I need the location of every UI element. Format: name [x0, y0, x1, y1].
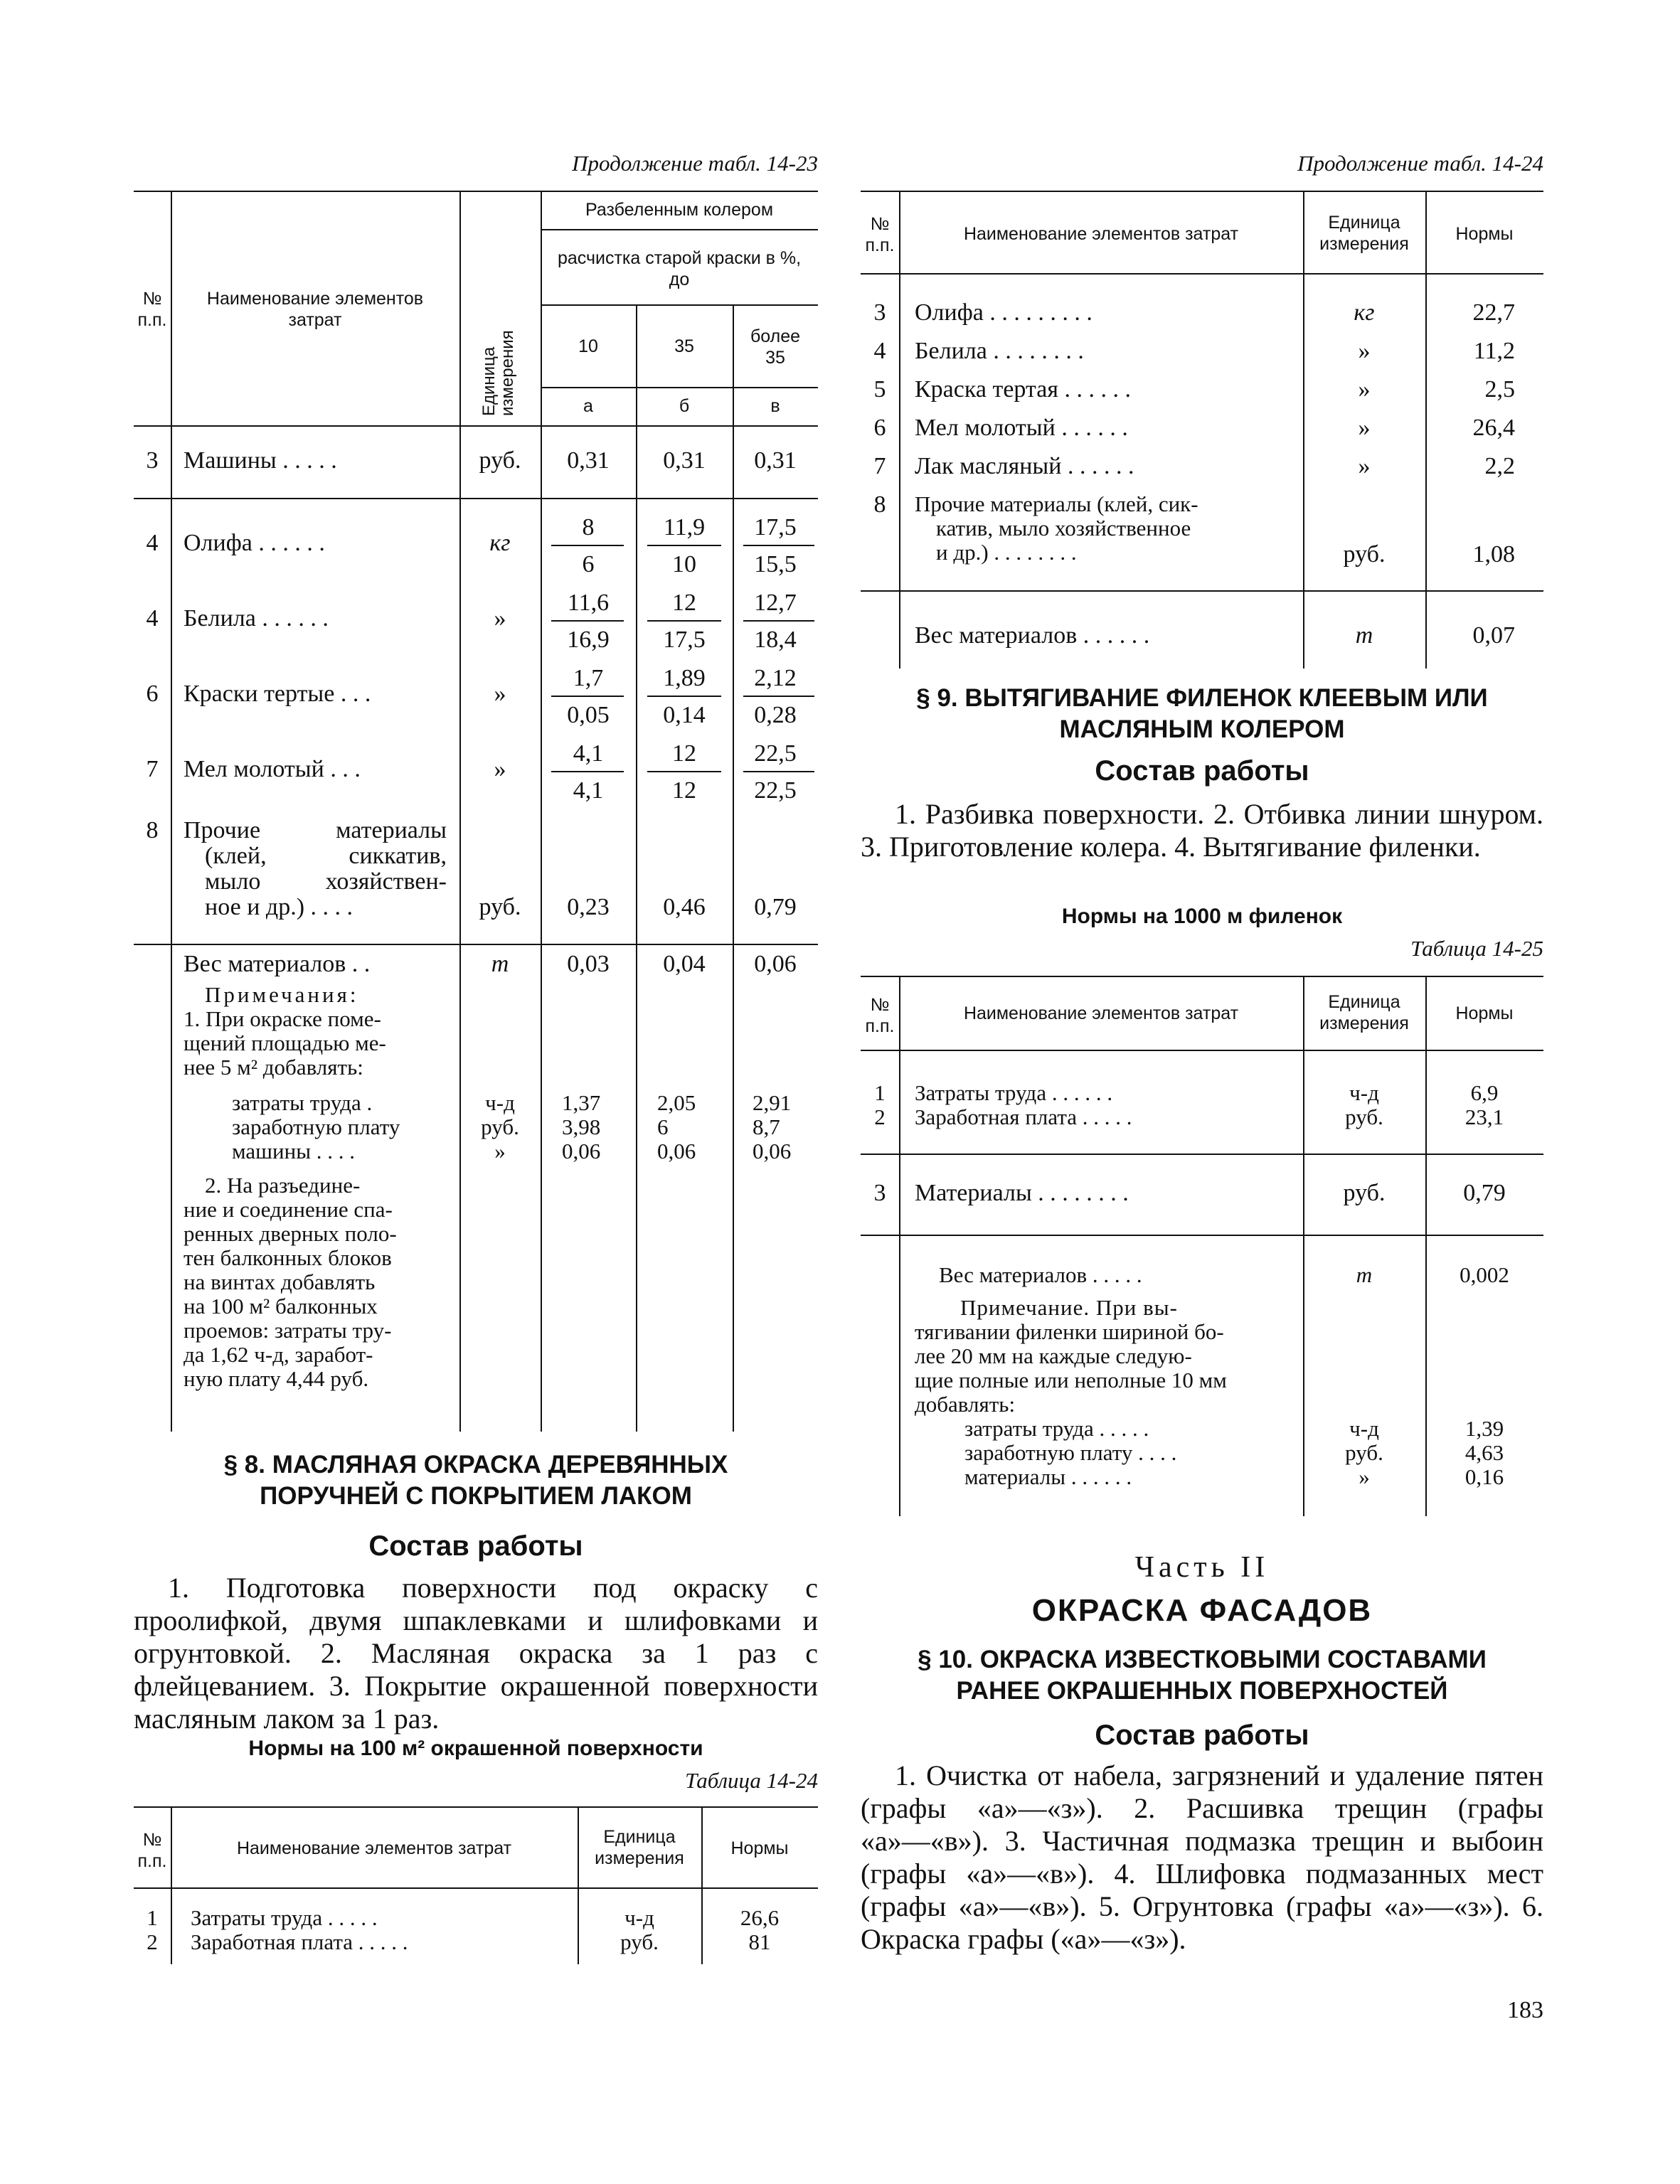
row-unit: руб. [1343, 1180, 1386, 1206]
note-line: лее 20 мм на каждые следую- [915, 1343, 1192, 1368]
fraction-line [743, 545, 814, 546]
value-cell: 8,7 [753, 1114, 780, 1139]
col-header-norm: Нормы [730, 1838, 789, 1858]
value-cell: 0,04 [663, 951, 706, 977]
note-line: тягивании филенки шириной бо- [915, 1319, 1224, 1344]
row-unit: руб. [479, 447, 521, 474]
value-cell: 11,9 [663, 514, 706, 540]
value-cell: 1,7 [573, 665, 604, 691]
weight-unit: т [1355, 622, 1373, 649]
value-cell: 3,98 [562, 1114, 601, 1139]
row-unit: » [494, 756, 506, 782]
value-cell: 8 [582, 514, 595, 540]
row-name-line: ное и др.) . . . . [205, 894, 353, 920]
note-value: 0,16 [1464, 1464, 1504, 1489]
weight-label: Вес материалов . . . . . . [915, 622, 1150, 649]
note-item: заработную плату . . . . [964, 1440, 1177, 1465]
section-10-subheading: Состав работы [1095, 1720, 1309, 1751]
row-name: Белила . . . . . . . . [915, 338, 1084, 364]
table-col-line [459, 191, 461, 1432]
note-unit: руб. [481, 1114, 519, 1139]
col-letter-a: а [583, 396, 593, 416]
note-value: 4,63 [1464, 1440, 1504, 1465]
section-8-title: § 8. МАСЛЯНАЯ ОКРАСКА ДЕРЕВЯННЫХ [223, 1451, 728, 1479]
row-name-line: (клей, сиккатив, [205, 843, 447, 869]
row-unit: ч-д [624, 1905, 654, 1930]
value-cell: 0,28 [754, 702, 797, 728]
weight-value: 0,002 [1460, 1262, 1509, 1287]
row-value: 2,5 [1484, 376, 1515, 403]
row-name: Белила . . . . . . [184, 605, 329, 632]
table-weight-rule [861, 590, 1543, 592]
section-10-title-line2: РАНЕЕ ОКРАШЕННЫХ ПОВЕРХНОСТЕЙ [956, 1677, 1448, 1705]
note-item: затраты труда . [232, 1090, 373, 1115]
value-cell: 11,6 [567, 590, 610, 616]
section-8-subheading: Состав работы [368, 1530, 583, 1562]
page-number: 183 [1507, 1997, 1543, 2023]
row-name: Затраты труда . . . . . [191, 1905, 378, 1930]
row-value: 11,2 [1473, 338, 1515, 364]
table-materials-rule [861, 1154, 1543, 1155]
row-name-line: мыло хозяйствен- [205, 868, 447, 895]
note-line: ную плату 4,44 руб. [184, 1366, 369, 1391]
row-name: Краска тертая . . . . . . [915, 376, 1131, 403]
value-cell: 12 [672, 777, 696, 804]
section-8-norms: Нормы на 100 м² окрашенной поверхности [248, 1737, 703, 1760]
note-line: нее 5 м² добавлять: [184, 1055, 363, 1080]
value-cell: 4,1 [573, 777, 604, 804]
row-unit: кг [1354, 299, 1375, 326]
row-value: 26,4 [1472, 415, 1515, 441]
row-value: 6,9 [1470, 1080, 1499, 1105]
row-name: Заработная плата . . . . . [191, 1929, 408, 1954]
value-cell: 18,4 [754, 627, 797, 653]
value-cell: 22,5 [754, 777, 797, 804]
fraction-line [647, 696, 721, 697]
section-9-title-line2: МАСЛЯНЫМ КОЛЕРОМ [1059, 715, 1345, 743]
row-name: Мел молотый . . . [184, 756, 361, 782]
note-unit: » [494, 1139, 506, 1163]
note-line: тен балконных блоков [184, 1245, 392, 1270]
row-name: Затраты труда . . . . . . [915, 1080, 1113, 1105]
col-header-unit: Единица измерения [479, 330, 517, 416]
note-line: щений площадью ме- [184, 1030, 386, 1055]
fraction-line [551, 545, 624, 546]
row-number: 6 [873, 415, 886, 441]
row-value: 2,2 [1484, 453, 1515, 479]
table-col-line [541, 191, 542, 1432]
row-value: 23,1 [1464, 1104, 1504, 1129]
value-cell: 12 [672, 740, 696, 767]
section-8-title-line2: ПОРУЧНЕЙ С ПОКРЫТИЕМ ЛАКОМ [260, 1482, 692, 1510]
value-cell: 6 [582, 551, 595, 577]
row-name: Машины . . . . . [184, 447, 337, 474]
table-group-rule [541, 229, 818, 230]
row-name: Материалы . . . . . . . . [915, 1180, 1129, 1206]
value-cell: 2,91 [753, 1090, 792, 1115]
value-cell: 15,5 [754, 551, 797, 577]
value-cell: 17,5 [663, 627, 706, 653]
fraction-line [551, 620, 624, 622]
table-machines-rule [134, 498, 818, 499]
col-header-group: Разбеленным колером [585, 200, 774, 220]
row-unit: ч-д [1349, 1080, 1379, 1105]
table-top-rule [861, 191, 1543, 192]
table-materials-rule [134, 944, 818, 945]
row-number: 1 [874, 1080, 886, 1105]
row-unit: кг [489, 530, 511, 556]
value-cell: 0,06 [562, 1139, 601, 1163]
row-unit: » [494, 605, 506, 632]
fraction-line [743, 620, 814, 622]
section-10-title: § 10. ОКРАСКА ИЗВЕСТКОВЫМИ СОСТАВАМИ [918, 1646, 1487, 1673]
value-cell: 4,1 [573, 740, 604, 767]
row-name-line: и др.) . . . . . . . . [936, 540, 1077, 565]
row-number: 3 [873, 299, 886, 326]
row-value: 26,6 [740, 1905, 780, 1930]
value-cell: 0,06 [753, 1139, 792, 1163]
row-name: Краски тертые . . . [184, 681, 371, 707]
value-cell: 0,06 [754, 951, 797, 977]
note-unit: ч-д [1349, 1416, 1379, 1441]
col-header-more-35: более 35 [750, 326, 801, 368]
row-name: Олифа . . . . . . [184, 530, 325, 556]
col-header-unit: Единица измерения [1319, 213, 1409, 254]
row-name: Лак масляный . . . . . . [915, 453, 1134, 479]
row-name: Заработная плата . . . . . [915, 1104, 1132, 1129]
table-col-line [899, 191, 900, 668]
table-header-rule [861, 1050, 1543, 1051]
value-cell: 16,9 [567, 627, 610, 653]
note-line: 2. На разъедине- [205, 1173, 361, 1198]
weight-value: 0,07 [1472, 622, 1515, 649]
row-name: Мел молотый . . . . . . [915, 415, 1128, 441]
value-cell: 0,23 [567, 894, 610, 920]
table-col-line [171, 191, 172, 1432]
table-14-25-caption: Таблица 14-25 [1410, 936, 1543, 961]
value-cell: 1,37 [562, 1090, 601, 1115]
table-col-line [171, 1806, 172, 1964]
note-line: на 100 м² балконных [184, 1294, 378, 1319]
row-unit: » [1358, 453, 1371, 479]
note-unit: руб. [1345, 1440, 1383, 1465]
note-line: Примечание. При вы- [960, 1295, 1178, 1320]
row-number: 4 [146, 605, 159, 632]
col-header-subgroup: расчистка старой краски в %, до [557, 248, 802, 289]
row-value: 1,08 [1472, 541, 1515, 568]
col-letter-c: в [770, 396, 780, 416]
col-header-number: № п.п. [865, 214, 895, 255]
row-number: 2 [874, 1104, 886, 1129]
value-cell: 0,79 [754, 894, 797, 920]
table-14-23-continuation-caption: Продолжение табл. 14-23 [572, 151, 818, 176]
col-header-unit: Единица измерения [595, 1827, 684, 1868]
row-unit: руб. [479, 894, 521, 920]
fraction-line [743, 771, 814, 772]
weight-unit: т [491, 951, 509, 977]
value-cell: 17,5 [754, 514, 797, 540]
fraction-line [551, 771, 624, 772]
value-cell: 1,89 [663, 665, 706, 691]
row-number: 7 [146, 756, 159, 782]
fraction-line [551, 696, 624, 697]
value-cell: 0,31 [754, 447, 797, 474]
value-cell: 2,05 [657, 1090, 696, 1115]
table-weight-rule [861, 1235, 1543, 1236]
row-unit: руб. [620, 1929, 659, 1954]
note-unit: ч-д [485, 1090, 515, 1115]
col-header-name: Наименование элементов затрат [236, 1838, 512, 1858]
row-number: 3 [873, 1180, 886, 1206]
section-9-body: 1. Разбивка поверхности. 2. Отбивка линии шнуром. 3. Приготовление колера. 4. Вытягивание филенки. [861, 798, 1543, 863]
row-unit: » [494, 681, 506, 707]
fraction-line [647, 545, 721, 546]
row-unit: » [1358, 338, 1371, 364]
row-number: 4 [146, 530, 159, 556]
note-line: ренных дверных поло- [184, 1221, 397, 1246]
value-cell: 12 [672, 590, 696, 616]
weight-label: Вес материалов . . [184, 951, 371, 977]
value-cell: 10 [672, 551, 696, 577]
value-cell: 12,7 [754, 590, 797, 616]
table-header-rule [134, 425, 818, 427]
note-line: щие полные или неполные 10 мм [915, 1368, 1227, 1392]
row-unit: » [1358, 376, 1371, 403]
table-14-24-caption: Таблица 14-24 [685, 1768, 818, 1793]
value-cell: 0,05 [567, 702, 610, 728]
table-col-line [899, 976, 900, 1516]
row-number: 8 [873, 491, 886, 518]
note-line: да 1,62 ч-д, заработ- [184, 1342, 373, 1367]
row-number: 7 [873, 453, 886, 479]
note-unit: » [1359, 1464, 1370, 1489]
value-cell: 22,5 [754, 740, 797, 767]
col-header-norm: Нормы [1455, 224, 1514, 244]
notes-title: Примечания: [205, 982, 359, 1007]
value-cell: 0,14 [663, 702, 706, 728]
part-title: ОКРАСКА ФАСАДОВ [1031, 1593, 1373, 1628]
row-value: 22,7 [1472, 299, 1515, 326]
col-header-number: № п.п. [137, 1830, 167, 1871]
row-number: 8 [146, 817, 159, 843]
note-item: заработную плату [232, 1114, 400, 1139]
note-item: машины . . . . [232, 1139, 356, 1163]
col-header-name: Наименование элементов затрат [206, 289, 424, 330]
weight-label: Вес материалов . . . . . [939, 1262, 1142, 1287]
part-label: Часть II [1134, 1551, 1270, 1584]
col-header-10: 10 [578, 336, 598, 356]
row-number: 3 [146, 447, 159, 474]
table-top-rule [134, 191, 818, 192]
note-item: затраты труда . . . . . [964, 1416, 1149, 1441]
row-number: 2 [147, 1929, 158, 1954]
value-cell: 0,03 [567, 951, 610, 977]
row-value: 0,79 [1463, 1180, 1506, 1206]
row-number: 1 [147, 1905, 158, 1930]
note-line: проемов: затраты тру- [184, 1318, 392, 1343]
table-header-rule [134, 1887, 818, 1889]
table-letter-rule [541, 387, 818, 388]
row-name: Олифа . . . . . . . . . [915, 299, 1092, 326]
row-name-line: Прочие материалы [184, 817, 447, 843]
table-header-rule [861, 273, 1543, 275]
note-line: ние и соединение спа- [184, 1197, 393, 1222]
value-cell: 6 [657, 1114, 669, 1139]
weight-unit: т [1356, 1262, 1373, 1287]
section-10-body: 1. Очистка от набела, загрязнений и удаление пятен (графы «а»—«з»). 2. Расшивка трещин (графы «а»—«в»). 3. Частичная подмазка трещин и выбоин (графы «а»—«в»). 4. Шлифовка подмазанных мест (графы «а»—«в»). 5. Огрунтовка (графы «а»—«з»). 6. Окраска графы («а»—«з»). [861, 1759, 1543, 1955]
col-header-name: Наименование элементов затрат [963, 1003, 1239, 1023]
value-cell: 0,31 [663, 447, 706, 474]
col-header-35: 35 [674, 336, 694, 356]
row-value: 81 [748, 1929, 771, 1954]
value-cell: 0,06 [657, 1139, 696, 1163]
row-unit: руб. [1343, 541, 1386, 568]
section-8-body: 1. Подготовка поверхности под окраску с проолифкой, двумя шпаклевками и шлифовками и огрунтовкой. 2. Масляная окраска за 1 раз с флейцеванием. 3. Покрытие окрашенной поверхности масляным лаком за 1 раз. [134, 1572, 818, 1735]
col-header-number: № п.п. [865, 995, 895, 1036]
fraction-line [647, 771, 721, 772]
row-name-line: катив, мыло хозяйственное [936, 516, 1191, 540]
value-cell: 0,46 [663, 894, 706, 920]
fraction-line [743, 696, 814, 697]
row-name-line: Прочие материалы (клей, сик- [915, 491, 1198, 516]
table-top-rule [134, 1806, 818, 1808]
note-line: добавлять: [915, 1392, 1016, 1417]
note-value: 1,39 [1464, 1416, 1504, 1441]
col-header-unit: Единица измерения [1319, 992, 1409, 1033]
col-letter-b: б [679, 396, 690, 416]
fraction-line [647, 620, 721, 622]
note-line: на винтах добавлять [184, 1269, 376, 1294]
col-header-name: Наименование элементов затрат [963, 224, 1239, 244]
section-9-title: § 9. ВЫТЯГИВАНИЕ ФИЛЕНОК КЛЕЕВЫМ ИЛИ [916, 684, 1488, 712]
section-9-norms: Нормы на 1000 м филенок [1061, 905, 1343, 928]
section-9-subheading: Состав работы [1095, 755, 1309, 787]
value-cell: 0,31 [567, 447, 610, 474]
note-line: 1. При окраске поме- [184, 1006, 381, 1031]
table-top-rule [861, 976, 1543, 977]
row-number: 6 [146, 681, 159, 707]
table-subgroup-rule [541, 304, 818, 306]
table-14-24-continuation-caption: Продолжение табл. 14-24 [1297, 151, 1543, 176]
col-header-number: № п.п. [137, 289, 167, 330]
col-header-norm: Нормы [1455, 1003, 1514, 1023]
row-number: 5 [873, 376, 886, 403]
row-unit: » [1358, 415, 1371, 441]
row-unit: руб. [1345, 1104, 1383, 1129]
row-number: 4 [873, 338, 886, 364]
note-item: материалы . . . . . . [964, 1464, 1132, 1489]
value-cell: 2,12 [754, 665, 797, 691]
